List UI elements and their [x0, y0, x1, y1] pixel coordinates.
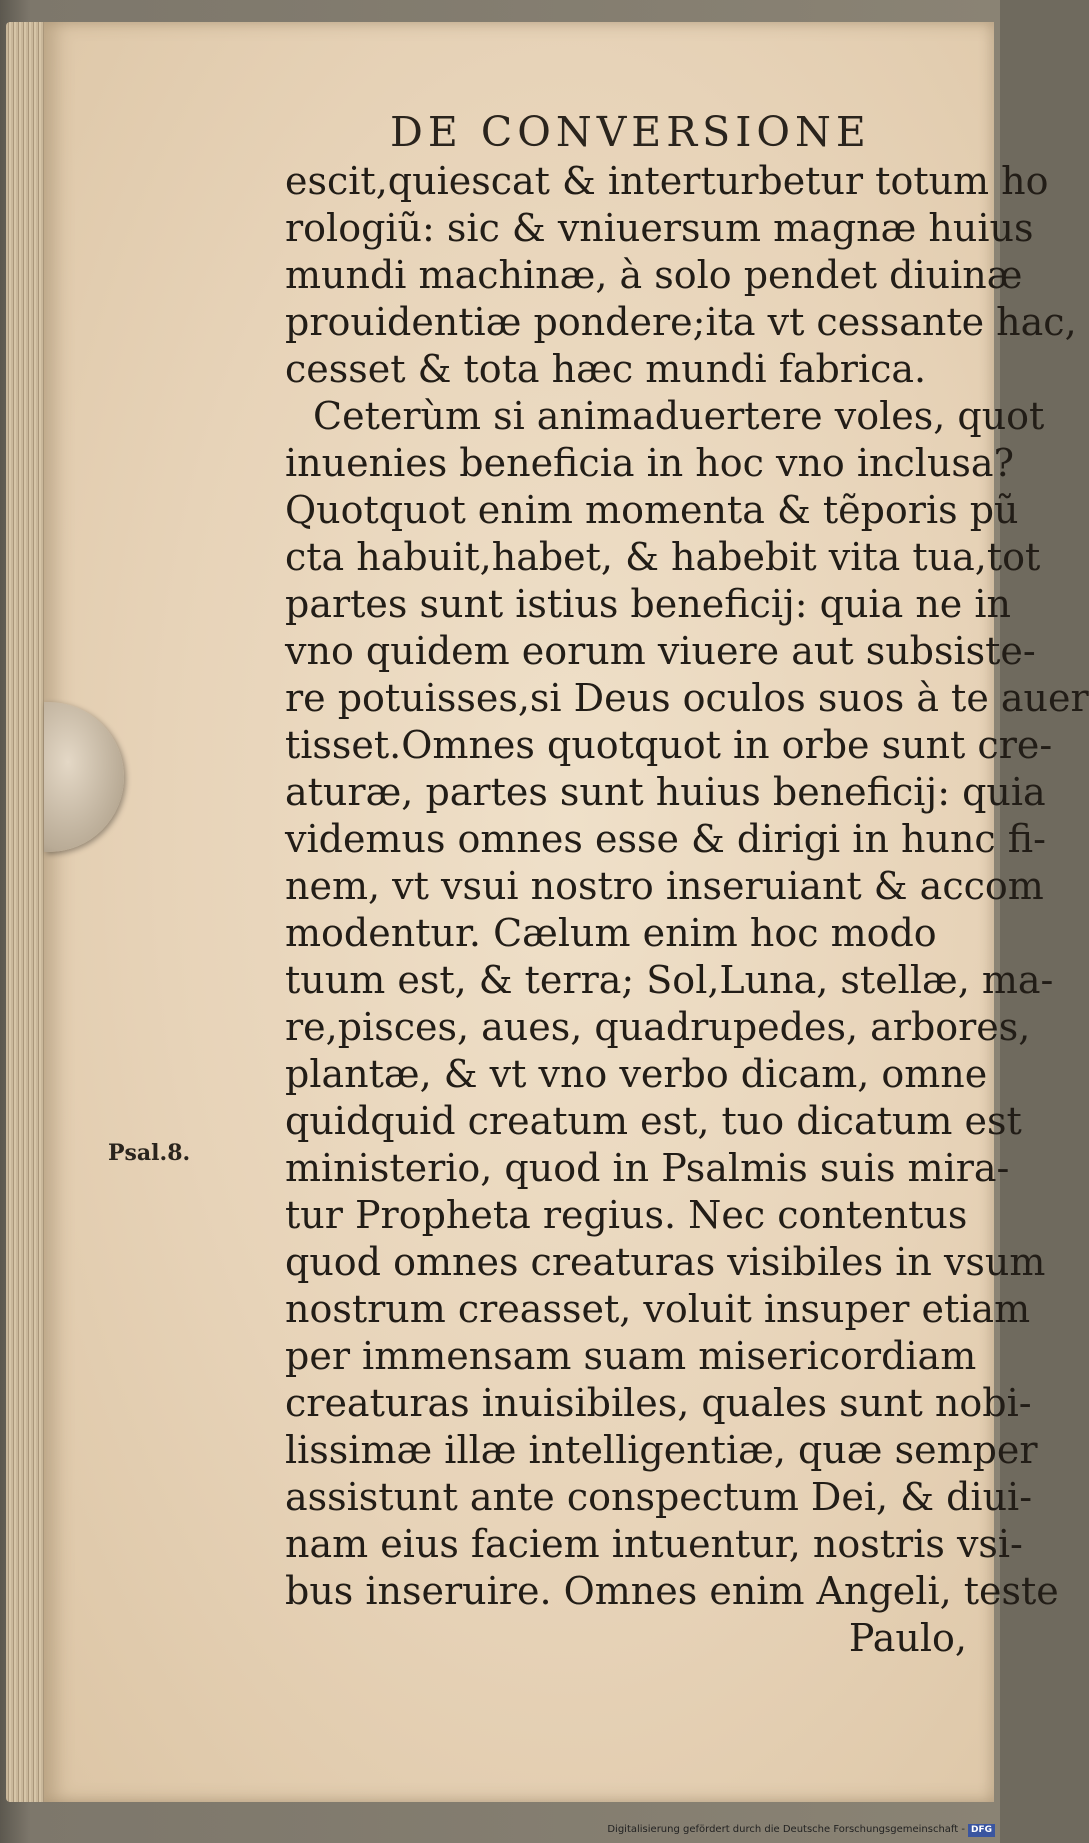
text-line: videmus omnes esse & dirigi in hunc fi-	[285, 817, 1046, 861]
book-page-edges	[6, 22, 46, 1802]
text-line: prouidentiæ pondere;ita vt cessante hac,	[285, 300, 1077, 344]
text-line: rologiũ: sic & vniuersum magnæ huius	[285, 206, 1034, 250]
credit-text: Digitalisierung gefördert durch die Deutsche Forschungsgemeinschaft -	[607, 1824, 965, 1835]
text-line: ministerio, quod in Psalmis suis mira-	[285, 1146, 1010, 1190]
text-line: creaturas inuisibiles, quales sunt nobi-	[285, 1381, 1032, 1425]
text-line: assistunt ante conspectum Dei, & diui-	[285, 1475, 1033, 1519]
book-clasp	[44, 702, 124, 852]
text-line: Quotquot enim momenta & tẽporis pũ	[285, 488, 1019, 532]
text-line: plantæ, & vt vno verbo dicam, omne	[285, 1052, 988, 1096]
text-line: Ceterùm si animaduertere voles, quot	[313, 394, 1045, 438]
text-line: lissimæ illæ intelligentiæ, quæ semper	[285, 1428, 1038, 1472]
text-line: per immensam suam misericordiam	[285, 1334, 977, 1378]
text-line: inuenies beneficia in hoc vno inclusa?	[285, 441, 1014, 485]
text-line: bus inseruire. Omnes enim Angeli, teste	[285, 1569, 1059, 1613]
text-line: partes sunt istius beneficij: quia ne in	[285, 582, 1011, 626]
text-line: nam eius faciem intuentur, nostris vsi-	[285, 1522, 1023, 1566]
text-line: re,pisces, aues, quadrupedes, arbores,	[285, 1005, 1031, 1049]
text-line: escit,quiescat & interturbetur totum ho	[285, 159, 1049, 203]
text-line: cta habuit,habet, & habebit vita tua,tot	[285, 535, 1041, 579]
dfg-logo: DFG	[968, 1824, 995, 1837]
text-line: mundi machinæ, à solo pendet diuinæ	[285, 253, 1023, 297]
catchword: Paulo,	[848, 1616, 967, 1660]
text-line: nem, vt vsui nostro inseruiant & accom	[285, 864, 1044, 908]
text-line: tur Propheta regius. Nec contentus	[285, 1193, 968, 1237]
margin-note-psalm: Psal.8.	[108, 1140, 191, 1166]
body-text	[285, 158, 1089, 1662]
running-head: DE CONVERSIONE	[390, 108, 871, 156]
text-line: modentur. Cælum enim hoc modo	[285, 911, 937, 955]
text-line: nostrum creasset, voluit insuper etiam	[285, 1287, 1031, 1331]
text-line: tisset.Omnes quotquot in orbe sunt cre-	[285, 723, 1053, 767]
text-line: tuum est, & terra; Sol,Luna, stellæ, ma-	[285, 958, 1054, 1002]
digitization-credit	[555, 1821, 995, 1839]
text-line: aturæ, partes sunt huius beneficij: quia	[285, 770, 1046, 814]
text-line: re potuisses,si Deus oculos suos à te auer	[285, 676, 1089, 720]
text-line: vno quidem eorum viuere aut subsiste-	[285, 629, 1036, 673]
text-line: quod omnes creaturas visibiles in vsum	[285, 1240, 1046, 1284]
text-line: quidquid creatum est, tuo dicatum est	[285, 1099, 1022, 1143]
text-line: cesset & tota hæc mundi fabrica.	[285, 347, 927, 391]
